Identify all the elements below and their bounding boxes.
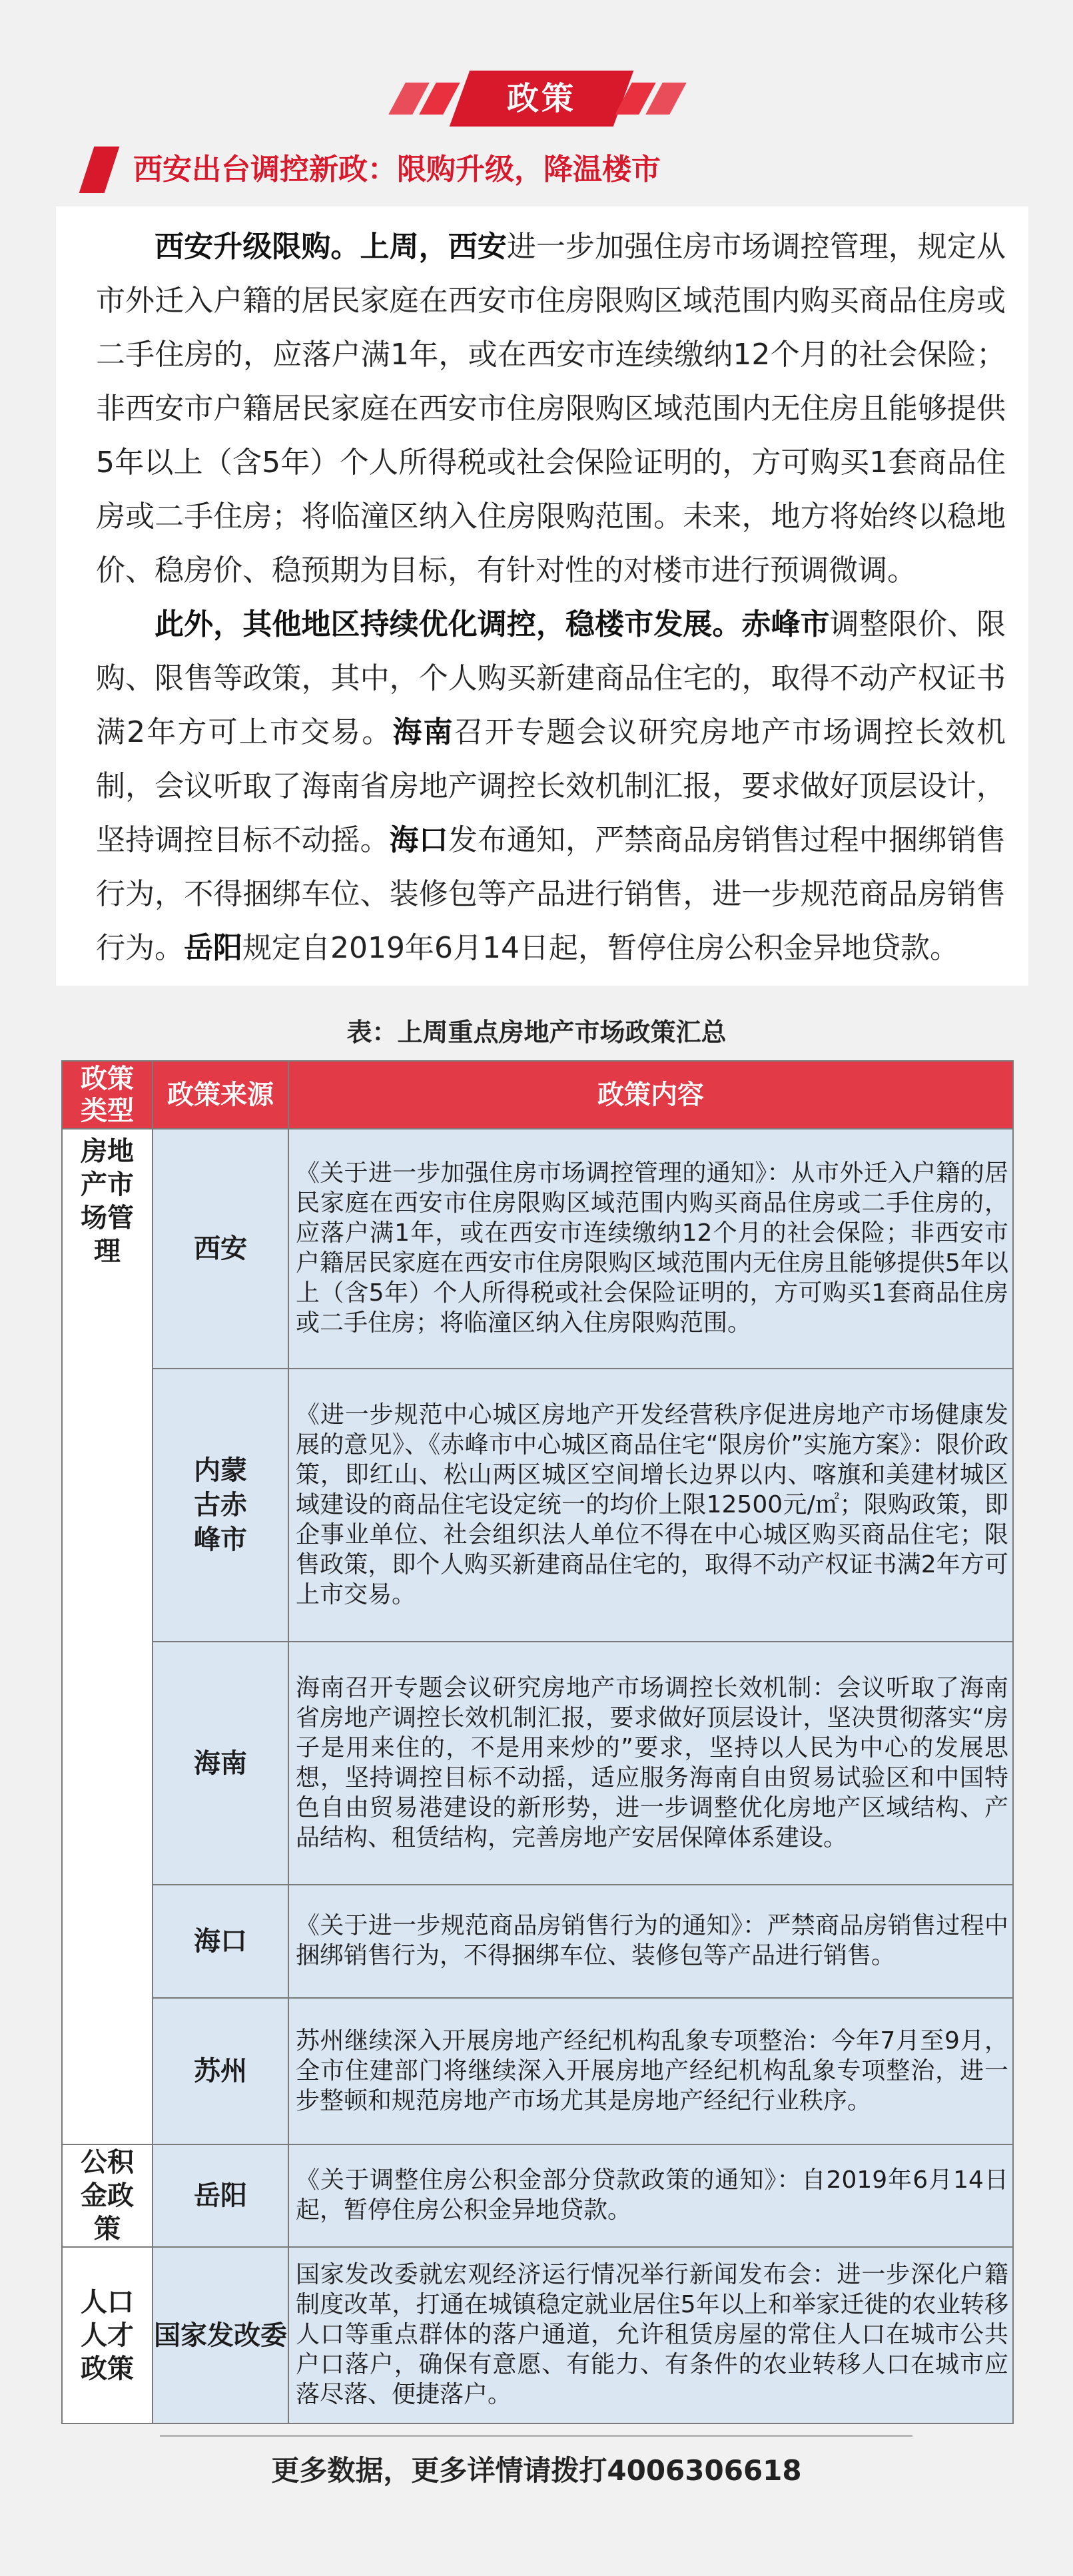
- source-cell: 苏州: [153, 1998, 288, 2144]
- content-cell: 国家发改委就宏观经济运行情况举行新闻发布会：进一步深化户籍制度改革，打通在城镇稳定就业居住5年以上和举家迁徙的农业转移人口等重点群体的落户通道，允许租赁房屋的常住人口在城市公共户口落户，确保有意愿、有能力、有条件的农业转移人口在城市应落尽落、便捷落户。: [288, 2247, 1013, 2423]
- p2-text-chifeng: 调整限价、限购、限售等政策，其中，个人购买新建商品住宅的，取得不动产权证书满2年方可上市交易。: [96, 607, 1006, 749]
- p2-text-haikou: 发布通知，严禁商品房销售过程中捆绑销售行为，不得捆绑车位、装修包等产品进行销售，进一步规范商品房销售行为。: [96, 823, 1006, 965]
- category-cell-fund: 公积金政策: [62, 2144, 153, 2247]
- table-row: [62, 1369, 1013, 1642]
- table-row: [62, 1998, 1013, 2144]
- source-cell: 岳阳: [153, 2144, 288, 2247]
- article-paragraph-1: [96, 220, 1006, 597]
- table-caption: 表：上周重点房地产市场政策汇总: [346, 1018, 727, 1047]
- content-cell: 《关于调整住房公积金部分贷款政策的通知》：自2019年6月14日起，暂停住房公积金异地贷款。: [288, 2144, 1013, 2247]
- article-body: [56, 206, 1028, 986]
- source-cell: 西安: [153, 1129, 288, 1369]
- source-cell: 内蒙古赤峰市: [153, 1369, 288, 1642]
- content-cell: 《进一步规范中心城区房地产开发经营秩序促进房地产市场健康发展的意见》、《赤峰市中心城区商品住宅“限房价”实施方案》：限价政策，即红山、松山两区城区空间增长边界以内、喀旗和美建材城区域建设的商品住宅设定统一的均价上限12500元/㎡；限购政策，即企事业单位、社会组织法人单位不得在中心城区购买商品住宅；限售政策，即个人购买新建商品住宅的，取得不动产权证书满2年方可上市交易。: [288, 1369, 1013, 1642]
- content-cell: 《关于进一步规范商品房销售行为的通知》：严禁商品房销售过程中捆绑销售行为，不得捆绑车位、装修包等产品进行销售。: [288, 1885, 1013, 1998]
- table-row: [62, 1642, 1013, 1885]
- p2-city-haikou: 海口: [389, 823, 448, 857]
- p2-city-yueyang: 岳阳: [184, 931, 242, 965]
- table-row: [62, 1885, 1013, 1998]
- article-paragraph-2: [96, 597, 1006, 975]
- section-banner: [0, 67, 1073, 131]
- source-cell: 国家发改委: [153, 2247, 288, 2423]
- content-cell: 海南召开专题会议研究房地产市场调控长效机制：会议听取了海南省房地产调控长效机制汇报，要求做好顶层设计，坚决贯彻落实“房子是用来住的，不是用来炒的”要求，坚持以人民为中心的发展思想，坚持调控目标不动摇，适应服务海南自由贸易试验区和中国特色自由贸易港建设的新形势，进一步调整优化房地产区域结构、产品结构、租赁结构，完善房地产安居保障体系建设。: [288, 1642, 1013, 1885]
- p2-lead: 此外，其他地区持续优化调控，稳楼市发展。: [155, 607, 742, 641]
- category-cell-talent: 人口人才政策: [62, 2247, 153, 2423]
- p2-city-chifeng: 赤峰市: [741, 607, 830, 641]
- p2-text-yueyang: 规定自2019年6月14日起，暂停住房公积金异地贷款。: [242, 931, 959, 965]
- table-row: [62, 2247, 1013, 2423]
- table-row: [62, 1129, 1013, 1369]
- footer-contact: 更多数据，更多详情请拨打4006306618: [271, 2454, 802, 2487]
- p1-lead: 西安升级限购。上周，西安: [155, 230, 507, 264]
- banner-title: 政策: [506, 80, 576, 117]
- p1-text: 进一步加强住房市场调控管理，规定从市外迁入户籍的居民家庭在西安市住房限购区域范围内购买商品住房或二手住房的，应落户满1年，或在西安市连续缴纳12个月的社会保险；非西安市户籍居民家庭在西安市住房限购区域范围内无住房且能够提供5年以上（含5年）个人所得税或社会保险证明的，方可购买1套商品住房或二手住房；将临潼区纳入住房限购范围。未来，地方将始终以稳地价、稳房价、稳预期为目标，有针对性的对楼市进行预调微调。: [96, 230, 1006, 587]
- headline-marker: [79, 147, 120, 193]
- source-cell: 海口: [153, 1885, 288, 1998]
- content-cell: 苏州继续深入开展房地产经纪机构乱象专项整治：今年7月至9月，全市住建部门将继续深入开展房地产经纪机构乱象专项整治，进一步整顿和规范房地产市场尤其是房地产经纪行业秩序。: [288, 1998, 1013, 2144]
- p2-text-hainan: 召开专题会议研究房地产市场调控长效机制，会议听取了海南省房地产调控长效机制汇报，要求做好顶层设计，坚持调控目标不动摇。: [96, 715, 1006, 857]
- table-row: [62, 2144, 1013, 2247]
- header-policy-content: 政策内容: [288, 1061, 1013, 1129]
- header-policy-type: 政策类型: [62, 1061, 153, 1129]
- article-headline: 西安出台调控新政：限购升级，降温楼市: [133, 153, 661, 186]
- footer-divider: [160, 2435, 912, 2437]
- source-cell: 海南: [153, 1642, 288, 1885]
- category-cell-housing: 房地产市场管理: [62, 1129, 153, 2144]
- content-cell: 《关于进一步加强住房市场调控管理的通知》：从市外迁入户籍的居民家庭在西安市住房限购区域范围内购买商品住房或二手住房的，应落户满1年，或在西安市连续缴纳12个月的社会保险；非西安市户籍居民家庭在西安市住房限购区域范围内无住房且能够提供5年以上（含5年）个人所得税或社会保险证明的，方可购买1套商品住房或二手住房；将临潼区纳入住房限购范围。: [288, 1129, 1013, 1369]
- table-header-row: [62, 1061, 1013, 1129]
- header-policy-source: 政策来源: [153, 1061, 288, 1129]
- p2-city-hainan: 海南: [392, 715, 454, 749]
- policy-table: [61, 1060, 1014, 2424]
